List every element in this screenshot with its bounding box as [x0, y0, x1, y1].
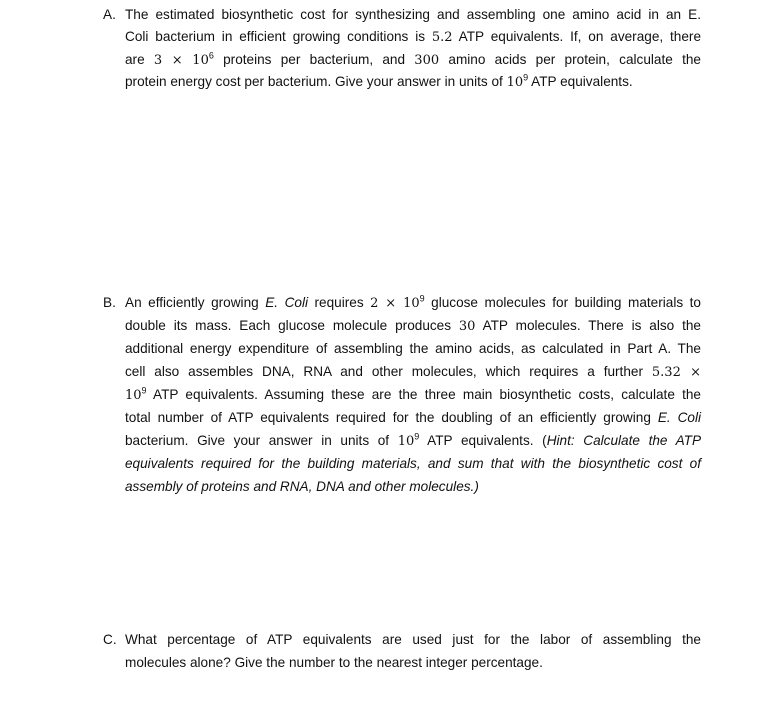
- text-segment: equivalents required for the building materials, and sum that with the biosynthetic cost of: [125, 456, 701, 471]
- math-expression: 9: [414, 431, 420, 442]
- question-text-line: [125, 317, 701, 336]
- question-text-line: [125, 294, 701, 313]
- question-text-line: [125, 432, 701, 451]
- text-segment: protein energy cost per bacterium. Give your answer in units of: [125, 74, 507, 89]
- math-expression: 9: [419, 293, 425, 304]
- text-segment: proteins per bacterium, and: [213, 52, 415, 67]
- text-segment: total number of ATP equivalents required for the doubling of an efficiently growing: [125, 410, 658, 425]
- question-text-line: [125, 51, 701, 70]
- question-text-line: [125, 478, 701, 496]
- question-marker: B.: [103, 295, 116, 310]
- math-expression: 10: [125, 388, 142, 403]
- text-segment: cell also assembles DNA, RNA and other molecules, which requires a further: [125, 364, 652, 379]
- math-expression: 300: [414, 53, 440, 68]
- math-expression: 10: [506, 75, 524, 90]
- question-text-line: [125, 73, 701, 92]
- math-expression: 9: [141, 385, 147, 396]
- text-segment: An efficiently growing: [125, 295, 266, 310]
- text-segment: ATP molecules. There is also the: [475, 318, 701, 333]
- text-segment: Coli bacterium in efficient growing conditions is: [125, 29, 432, 44]
- text-segment: What percentage of ATP equivalents are used just for the labor of assembling the: [125, 632, 701, 647]
- text-segment: are: [125, 52, 154, 67]
- question-text-line: [125, 455, 701, 473]
- question-text-line: [125, 363, 701, 382]
- math-expression: 2 × 10: [370, 296, 420, 311]
- text-segment: amino acids per protein, calculate the: [439, 52, 701, 67]
- text-segment: molecules alone? Give the number to the nearest integer percentage.: [125, 655, 543, 670]
- question-text-line: [125, 409, 701, 427]
- math-expression: 3 × 10: [153, 53, 209, 68]
- question-text-line: [125, 6, 701, 24]
- text-segment: assembly of proteins and RNA, DNA and other molecules.): [125, 479, 479, 494]
- question-text-line: [125, 28, 701, 47]
- text-segment: Hint: Calculate the ATP: [546, 433, 702, 448]
- question-marker: C.: [103, 632, 117, 647]
- text-segment: ATP equivalents. If, on average, there: [452, 29, 702, 44]
- text-segment: ATP equivalents.: [528, 74, 633, 89]
- text-segment: requires: [308, 295, 371, 310]
- text-segment: E. Coli: [265, 295, 308, 310]
- text-segment: double its mass. Each glucose molecule produces: [125, 318, 459, 333]
- question-marker: A.: [103, 7, 116, 22]
- math-expression: 5.2: [431, 30, 453, 45]
- text-segment: ATP equivalents. Assuming these are the three main biosynthetic costs, calculate the: [146, 387, 701, 402]
- text-segment: additional energy expenditure of assembling the amino acids, as calculated in Part A. The: [125, 341, 701, 356]
- question-text-line: [125, 340, 701, 358]
- math-expression: 10: [397, 434, 415, 449]
- text-segment: E. Coli: [657, 410, 701, 425]
- math-expression: 6: [208, 50, 214, 61]
- question-text-line: [125, 631, 701, 649]
- math-expression: 30: [458, 319, 476, 334]
- text-segment: glucose molecules for building materials to: [424, 295, 701, 310]
- math-expression: 5.32 ×: [651, 365, 701, 380]
- text-segment: The estimated biosynthetic cost for synthesizing and assembling one amino acid in an E.: [125, 7, 701, 22]
- question-text-line: [125, 386, 701, 405]
- math-expression: 9: [523, 72, 529, 83]
- text-segment: bacterium. Give your answer in units of: [125, 433, 398, 448]
- question-text-line: [125, 654, 701, 672]
- text-segment: ATP equivalents. (: [419, 433, 547, 448]
